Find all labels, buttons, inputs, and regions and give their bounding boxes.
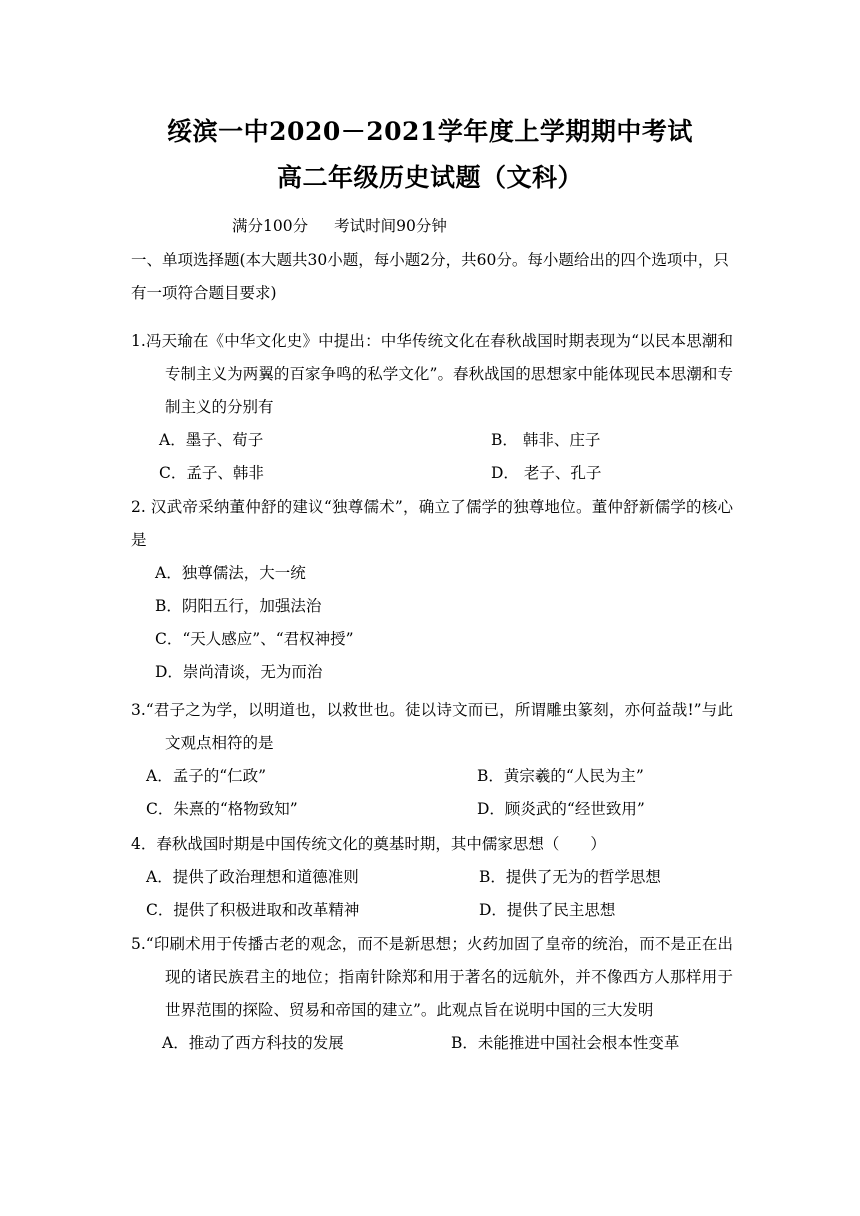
- question-3: [131, 694, 733, 826]
- option-c: C．“天人感应”、“君权神授”: [155, 630, 354, 648]
- options: [131, 1027, 733, 1060]
- options: [131, 861, 733, 927]
- question-5: [131, 928, 733, 1060]
- option-a: A．墨子、荀子: [159, 431, 264, 449]
- question-4: [131, 828, 733, 927]
- option-d: D．顾炎武的“经世致用”: [477, 800, 645, 818]
- full-score: 满分100分: [232, 217, 309, 235]
- option-a: A．独尊儒法，大一统: [155, 564, 306, 582]
- option-b: B．未能推进中国社会根本性变革: [451, 1034, 680, 1052]
- option-a: A．孟子的“仁政”: [146, 767, 267, 785]
- option-a: A．提供了政治理想和道德准则: [146, 868, 359, 886]
- options: [131, 557, 733, 689]
- option-d: D． 老子、孔子: [491, 464, 602, 482]
- question-text: 1.冯天瑜在《中华文化史》中提出：中华传统文化在春秋战国时期表现为“以民本思潮和专制主义为两翼的百家争鸣的私学文化”。春秋战国的思想家中能体现民本思潮和专制主义的分别有: [131, 332, 733, 416]
- exam-title: 绥滨一中2020－2021学年度上学期期中考试: [167, 117, 693, 146]
- exam-meta: [232, 214, 447, 236]
- question-text: 5.“印刷术用于传播古老的观念，而不是新思想；火药加固了皇帝的统治，而不是正在出现的诸民族君主的地位；指南针除郑和用于著名的远航外，并不像西方人那样用于世界范围的探险、贸易和帝国的建立”。此观点旨在说明中国的三大发明: [131, 935, 733, 1019]
- question-text: 4．春秋战国时期是中国传统文化的奠基时期，其中儒家思想（ ）: [131, 835, 606, 853]
- question-2: [131, 491, 733, 689]
- option-c: C．提供了积极进取和改革精神: [146, 901, 360, 919]
- option-d: D．崇尚清谈，无为而治: [155, 663, 323, 681]
- option-a: A．推动了西方科技的发展: [162, 1034, 344, 1052]
- options: [131, 760, 733, 826]
- section-heading: 一、单项选择题(本大题共30小题，每小题2分，共60分。每小题给出的四个选项中，只有一项符合题目要求): [131, 251, 729, 302]
- option-b: B．提供了无为的哲学思想: [479, 868, 661, 886]
- option-c: C．朱熹的“格物致知”: [146, 800, 298, 818]
- option-c: C．孟子、韩非: [159, 464, 264, 482]
- option-b: B．黄宗羲的“人民为主”: [477, 767, 644, 785]
- option-b: B．阴阳五行，加强法治: [155, 597, 322, 615]
- option-d: D．提供了民主思想: [479, 901, 616, 919]
- option-b: B． 韩非、庄子: [491, 431, 601, 449]
- question-text: 2. 汉武帝采纳董仲舒的建议“独尊儒术”，确立了儒学的独尊地位。董仲舒新儒学的核心是: [131, 498, 733, 549]
- options: [131, 424, 733, 490]
- question-text: 3.“君子之为学，以明道也，以救世也。徒以诗文而已，所谓雕虫篆刻，亦何益哉!”与此文观点相符的是: [131, 701, 733, 752]
- exam-subtitle: 高二年级历史试题（文科）: [276, 163, 583, 192]
- exam-duration: 考试时间90分钟: [334, 217, 447, 235]
- question-1: [131, 325, 733, 490]
